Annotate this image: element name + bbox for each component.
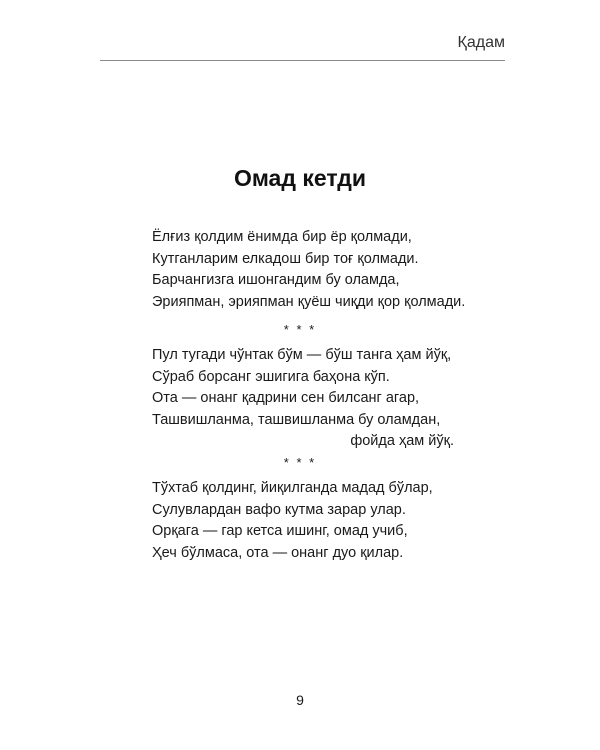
- stanza-3: [152, 478, 433, 564]
- poem-line: Пул тугади чўнтак бўм — бўш танга ҳам йўқ,: [152, 347, 452, 363]
- poem-line: Ота — онанг қадрини сен билсанг агар,: [152, 390, 420, 406]
- poem-line-continuation: фойда ҳам йўқ.: [350, 433, 454, 449]
- stanza-1: [152, 227, 465, 313]
- stanza-separator: * * *: [283, 322, 317, 337]
- header-divider: [100, 60, 505, 61]
- running-header: Қадам: [457, 34, 505, 51]
- page-number: 9: [296, 692, 304, 708]
- stanza-separator: * * *: [283, 455, 317, 470]
- poem-line: Ҳеч бўлмаса, ота — онанг дуо қилар.: [152, 544, 404, 561]
- poem-line: Ёлғиз қолдим ёнимда бир ёр қолмади,: [152, 229, 412, 245]
- poem-line: Кутганларим елкадош бир тоғ қолмади.: [152, 250, 419, 267]
- stanza-2: [152, 345, 454, 453]
- poem-line: Эрияпман, эрияпман қуёш чиқди қор қолмади.: [152, 293, 466, 310]
- poem-line: Сўраб борсанг эшигига баҳона кўп.: [152, 368, 390, 385]
- poem-line: Сулувлардан вафо кутма зарар улар.: [152, 501, 406, 518]
- poem-line: Ташвишланма, ташвишланма бу оламдан,: [152, 411, 441, 428]
- poem-title: Омад кетди: [233, 165, 367, 191]
- poem-line: Тўхтаб қолдинг, йиқилганда мадад бўлар,: [152, 480, 433, 496]
- poem-line: Орқага — гар кетса ишинг, омад учиб,: [152, 523, 408, 539]
- poem-line: Барчангизга ишонгандим бу оламда,: [152, 272, 400, 288]
